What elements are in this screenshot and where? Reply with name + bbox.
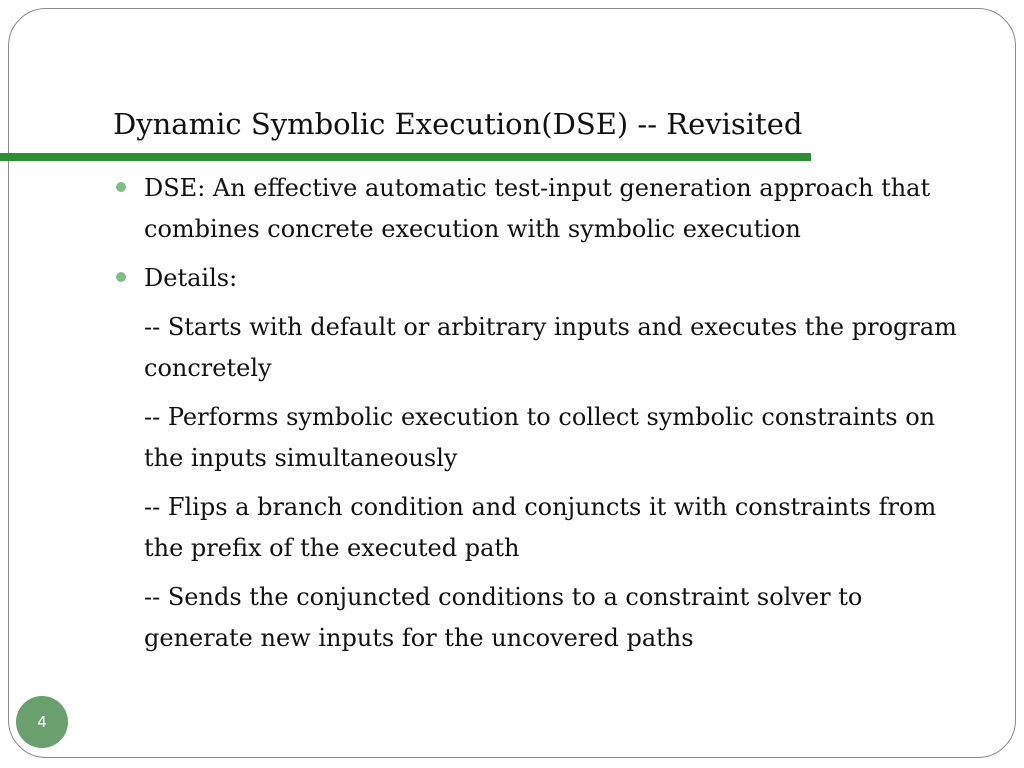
detail-item: -- Flips a branch condition and conjuncts it with constraints from the prefix of the executed path: [144, 493, 937, 562]
slide-content: [113, 168, 973, 667]
detail-item: -- Performs symbolic execution to collect symbolic constraints on the inputs simultaneously: [144, 403, 936, 472]
bullet-item: [113, 168, 973, 250]
detail-item: -- Starts with default or arbitrary inputs and executes the program concretely: [144, 313, 957, 382]
page-number-badge: 4: [16, 696, 68, 748]
detail-item: -- Sends the conjuncted conditions to a constraint solver to generate new inputs for the uncovered paths: [144, 583, 863, 652]
title-underline-rule: [0, 153, 811, 161]
bullet-dot-icon: [116, 272, 126, 282]
bullet-dot-icon: [116, 182, 126, 192]
bullet-text: Details:: [144, 264, 238, 292]
slide-title: Dynamic Symbolic Execution(DSE) -- Revisited: [113, 107, 803, 141]
bullet-text: DSE: An effective automatic test-input generation approach that combines concrete execution with symbolic execution: [144, 174, 931, 243]
bullet-item: [113, 258, 973, 299]
